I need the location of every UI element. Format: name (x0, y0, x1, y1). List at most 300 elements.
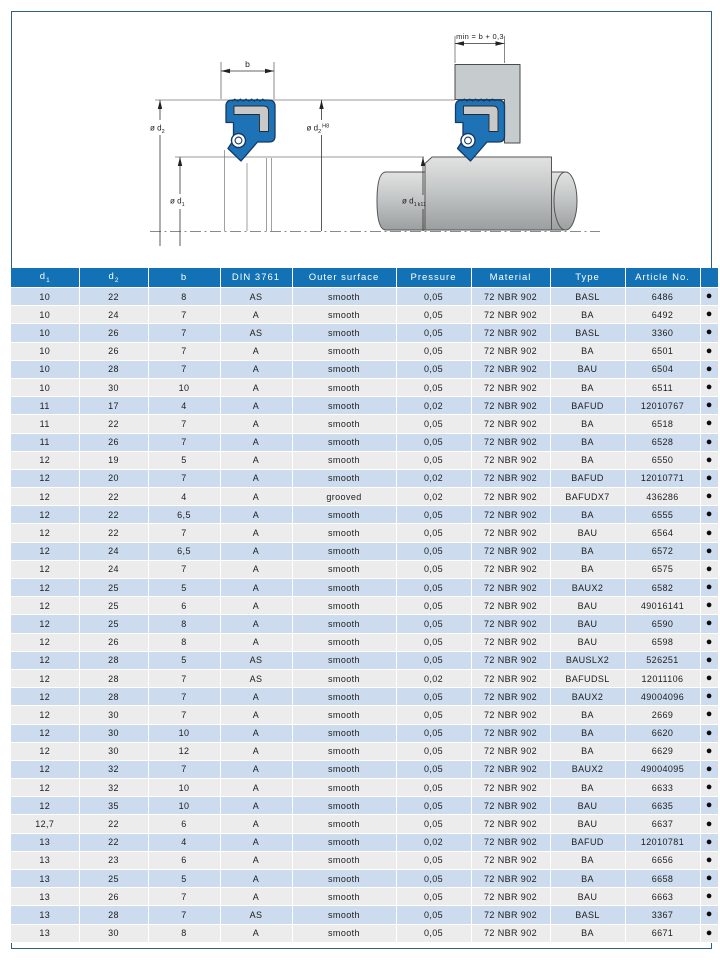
cell-article-no: 12011106 (625, 669, 700, 687)
cell-din: AS (220, 288, 292, 306)
cell-d2: 32 (79, 779, 148, 797)
cell-pressure: 0,05 (396, 360, 471, 378)
cell-b: 5 (148, 651, 220, 669)
cell-din: A (220, 888, 292, 906)
cell-d1: 12 (11, 742, 79, 760)
cell-din: A (220, 451, 292, 469)
cell-type: BA (550, 924, 625, 942)
cell-availability (700, 488, 718, 506)
cell-availability (700, 524, 718, 542)
table-row (11, 488, 718, 506)
cell-outer-surface: smooth (292, 815, 396, 833)
cell-pressure: 0,02 (396, 397, 471, 415)
cell-availability (700, 615, 718, 633)
seal-cross-section-free (226, 99, 275, 161)
cell-article-no: 6663 (625, 888, 700, 906)
cell-material: 72 NBR 902 (471, 360, 550, 378)
cell-b: 10 (148, 724, 220, 742)
cell-availability (700, 560, 718, 578)
cell-pressure: 0,05 (396, 797, 471, 815)
cell-outer-surface: smooth (292, 560, 396, 578)
availability-dot: ● (705, 817, 713, 830)
availability-dot: ● (705, 853, 713, 866)
table-row (11, 742, 718, 760)
cell-outer-surface: smooth (292, 669, 396, 687)
cell-pressure: 0,05 (396, 288, 471, 306)
cell-din: A (220, 851, 292, 869)
cell-outer-surface: smooth (292, 924, 396, 942)
cell-b: 7 (148, 688, 220, 706)
col-header-d1: $d_1$ (11, 268, 79, 288)
cell-b: 8 (148, 924, 220, 942)
table-row (11, 306, 718, 324)
cell-type: BAUSLX2 (550, 651, 625, 669)
availability-dot: ● (705, 526, 713, 539)
cell-b: 7 (148, 433, 220, 451)
cell-material: 72 NBR 902 (471, 833, 550, 851)
cell-d1: 10 (11, 324, 79, 342)
cell-din: A (220, 724, 292, 742)
cell-material: 72 NBR 902 (471, 378, 550, 396)
availability-dot: ● (705, 290, 713, 303)
cell-type: BAU (550, 597, 625, 615)
cell-article-no: 6518 (625, 415, 700, 433)
cell-type: BAU (550, 360, 625, 378)
cell-d1: 12 (11, 597, 79, 615)
availability-dot: ● (705, 926, 713, 939)
cell-b: 7 (148, 306, 220, 324)
cell-pressure: 0,05 (396, 633, 471, 651)
cell-d1: 12 (11, 633, 79, 651)
cell-d1: 10 (11, 360, 79, 378)
cell-article-no: 6501 (625, 342, 700, 360)
cell-din: A (220, 706, 292, 724)
cell-type: BA (550, 706, 625, 724)
cell-material: 72 NBR 902 (471, 906, 550, 924)
cell-availability (700, 669, 718, 687)
cell-b: 7 (148, 669, 220, 687)
cell-d1: 12 (11, 469, 79, 487)
cell-outer-surface: smooth (292, 724, 396, 742)
cell-outer-surface: smooth (292, 342, 396, 360)
cell-type: BA (550, 506, 625, 524)
cell-din: A (220, 797, 292, 815)
cell-d1: 13 (11, 888, 79, 906)
table-row (11, 797, 718, 815)
cell-availability (700, 433, 718, 451)
cell-outer-surface: smooth (292, 870, 396, 888)
cell-outer-surface: smooth (292, 651, 396, 669)
cell-type: BAU (550, 815, 625, 833)
cell-d1: 12 (11, 451, 79, 469)
table-row (11, 906, 718, 924)
cell-type: BA (550, 560, 625, 578)
cell-material: 72 NBR 902 (471, 288, 550, 306)
cell-outer-surface: smooth (292, 597, 396, 615)
availability-dot: ● (705, 508, 713, 521)
cell-pressure: 0,05 (396, 724, 471, 742)
col-header-article-no: Article No. (625, 268, 700, 288)
cell-article-no: 526251 (625, 651, 700, 669)
cell-pressure: 0,05 (396, 433, 471, 451)
cell-d2: 25 (79, 579, 148, 597)
col-header-b: b (148, 268, 220, 288)
cell-type: BASL (550, 324, 625, 342)
cell-article-no: 6582 (625, 579, 700, 597)
table-row (11, 324, 718, 342)
cell-material: 72 NBR 902 (471, 506, 550, 524)
cell-b: 7 (148, 415, 220, 433)
cell-d1: 11 (11, 415, 79, 433)
cell-availability (700, 815, 718, 833)
cell-d1: 13 (11, 870, 79, 888)
cell-d2: 26 (79, 342, 148, 360)
table-header (11, 268, 718, 288)
cell-type: BA (550, 742, 625, 760)
cell-din: A (220, 542, 292, 560)
cell-pressure: 0,05 (396, 688, 471, 706)
cell-material: 72 NBR 902 (471, 888, 550, 906)
cell-material: 72 NBR 902 (471, 815, 550, 833)
cell-d2: 22 (79, 488, 148, 506)
cell-article-no: 6492 (625, 306, 700, 324)
cell-article-no: 49004095 (625, 760, 700, 778)
cell-material: 72 NBR 902 (471, 760, 550, 778)
cell-d1: 10 (11, 342, 79, 360)
col-header-din: DIN 3761 (220, 268, 292, 288)
cell-d2: 35 (79, 797, 148, 815)
cell-pressure: 0,05 (396, 306, 471, 324)
cell-article-no: 6635 (625, 797, 700, 815)
cell-material: 72 NBR 902 (471, 542, 550, 560)
cell-outer-surface: smooth (292, 378, 396, 396)
dimension-b (221, 59, 274, 99)
cell-availability (700, 888, 718, 906)
cell-din: A (220, 779, 292, 797)
cell-din: A (220, 597, 292, 615)
cell-material: 72 NBR 902 (471, 688, 550, 706)
cell-type: BA (550, 542, 625, 560)
cell-din: A (220, 760, 292, 778)
cell-d2: 24 (79, 542, 148, 560)
cell-din: A (220, 360, 292, 378)
cell-article-no: 12010781 (625, 833, 700, 851)
cell-type: BAFUDX7 (550, 488, 625, 506)
cell-article-no: 49016141 (625, 597, 700, 615)
cell-din: A (220, 306, 292, 324)
cell-material: 72 NBR 902 (471, 488, 550, 506)
cell-b: 6 (148, 597, 220, 615)
cell-b: 7 (148, 760, 220, 778)
cell-article-no: 6637 (625, 815, 700, 833)
cell-type: BA (550, 378, 625, 396)
cell-availability (700, 506, 718, 524)
cell-material: 72 NBR 902 (471, 415, 550, 433)
cell-d1: 13 (11, 851, 79, 869)
cell-material: 72 NBR 902 (471, 651, 550, 669)
availability-dot: ● (705, 781, 713, 794)
cell-type: BA (550, 870, 625, 888)
cell-article-no: 49004096 (625, 688, 700, 706)
availability-dot: ● (705, 690, 713, 703)
cell-material: 72 NBR 902 (471, 597, 550, 615)
cell-material: 72 NBR 902 (471, 469, 550, 487)
cell-material: 72 NBR 902 (471, 706, 550, 724)
cell-b: 7 (148, 324, 220, 342)
cell-pressure: 0,05 (396, 706, 471, 724)
cell-d2: 28 (79, 688, 148, 706)
cell-availability (700, 833, 718, 851)
cell-material: 72 NBR 902 (471, 924, 550, 942)
cell-outer-surface: smooth (292, 469, 396, 487)
cell-material: 72 NBR 902 (471, 669, 550, 687)
cell-din: A (220, 342, 292, 360)
dimension-d1-free (170, 157, 185, 246)
cell-din: A (220, 579, 292, 597)
cell-article-no: 12010767 (625, 397, 700, 415)
cell-b: 5 (148, 451, 220, 469)
cell-material: 72 NBR 902 (471, 306, 550, 324)
cell-availability (700, 688, 718, 706)
cell-b: 10 (148, 797, 220, 815)
cell-outer-surface: smooth (292, 415, 396, 433)
cell-b: 5 (148, 870, 220, 888)
table-row (11, 469, 718, 487)
cell-d1: 12 (11, 706, 79, 724)
cell-outer-surface: grooved (292, 488, 396, 506)
cell-pressure: 0,05 (396, 851, 471, 869)
cell-pressure: 0,05 (396, 342, 471, 360)
cell-d2: 28 (79, 360, 148, 378)
cell-type: BA (550, 779, 625, 797)
availability-dot: ● (705, 835, 713, 848)
cell-type: BASL (550, 906, 625, 924)
cell-din: A (220, 488, 292, 506)
cell-material: 72 NBR 902 (471, 433, 550, 451)
cell-din: AS (220, 324, 292, 342)
cell-outer-surface: smooth (292, 506, 396, 524)
cell-b: 8 (148, 615, 220, 633)
dim-label-d1: ø $d_1$ (170, 196, 185, 208)
cell-type: BAU (550, 615, 625, 633)
table-row (11, 851, 718, 869)
cell-d2: 23 (79, 851, 148, 869)
cell-outer-surface: smooth (292, 542, 396, 560)
cell-type: BA (550, 433, 625, 451)
cell-article-no: 2669 (625, 706, 700, 724)
col-header-type: Type (550, 268, 625, 288)
cell-article-no: 6511 (625, 378, 700, 396)
cell-d2: 25 (79, 615, 148, 633)
table-row (11, 669, 718, 687)
cell-type: BAUX2 (550, 688, 625, 706)
cell-availability (700, 779, 718, 797)
cell-pressure: 0,05 (396, 597, 471, 615)
availability-dot: ● (705, 672, 713, 685)
table-row (11, 688, 718, 706)
cell-material: 72 NBR 902 (471, 324, 550, 342)
cell-d2: 30 (79, 378, 148, 396)
table-row (11, 924, 718, 942)
availability-dot: ● (705, 908, 713, 921)
dim-label-min-width: min = b + 0,3 (456, 32, 504, 41)
availability-dot: ● (705, 399, 713, 412)
cell-outer-surface: smooth (292, 742, 396, 760)
cell-availability (700, 288, 718, 306)
cell-type: BA (550, 342, 625, 360)
table-row (11, 288, 718, 306)
cell-b: 6 (148, 815, 220, 833)
availability-dot: ● (705, 581, 713, 594)
cell-din: A (220, 615, 292, 633)
cell-pressure: 0,05 (396, 451, 471, 469)
cell-b: 10 (148, 378, 220, 396)
availability-dot: ● (705, 635, 713, 648)
cell-outer-surface: smooth (292, 706, 396, 724)
table-row (11, 451, 718, 469)
dim-label-d2-h8: ø $d_2^{H8}$ (306, 123, 330, 135)
cell-pressure: 0,05 (396, 579, 471, 597)
dim-label-b: b (245, 59, 250, 69)
cell-b: 7 (148, 342, 220, 360)
cell-d1: 12 (11, 779, 79, 797)
table-row (11, 779, 718, 797)
cell-material: 72 NBR 902 (471, 451, 550, 469)
cell-d2: 28 (79, 669, 148, 687)
table-row (11, 360, 718, 378)
cell-outer-surface: smooth (292, 888, 396, 906)
table-row (11, 633, 718, 651)
cell-availability (700, 415, 718, 433)
cell-availability (700, 579, 718, 597)
dimension-d2-free (150, 100, 165, 246)
cell-pressure: 0,05 (396, 779, 471, 797)
table-row (11, 706, 718, 724)
cell-d1: 12 (11, 688, 79, 706)
cell-material: 72 NBR 902 (471, 579, 550, 597)
dimension-min-width (455, 32, 505, 63)
cell-article-no: 6572 (625, 542, 700, 560)
availability-dot: ● (705, 617, 713, 630)
cell-d2: 30 (79, 924, 148, 942)
cell-availability (700, 870, 718, 888)
cell-material: 72 NBR 902 (471, 851, 550, 869)
cell-pressure: 0,05 (396, 742, 471, 760)
table-row (11, 524, 718, 542)
availability-dot: ● (705, 599, 713, 612)
cell-d2: 22 (79, 524, 148, 542)
cell-outer-surface: smooth (292, 397, 396, 415)
table-row (11, 542, 718, 560)
col-header-availability (700, 268, 718, 288)
cell-b: 5 (148, 579, 220, 597)
cell-material: 72 NBR 902 (471, 870, 550, 888)
cell-din: A (220, 506, 292, 524)
cell-pressure: 0,05 (396, 870, 471, 888)
cell-outer-surface: smooth (292, 851, 396, 869)
cell-outer-surface: smooth (292, 688, 396, 706)
cell-d2: 30 (79, 742, 148, 760)
cell-pressure: 0,05 (396, 888, 471, 906)
cell-availability (700, 797, 718, 815)
cell-outer-surface: smooth (292, 524, 396, 542)
shaft (377, 157, 577, 230)
seal-cross-section-installed (456, 99, 505, 161)
cell-d1: 12 (11, 797, 79, 815)
cell-type: BAUX2 (550, 760, 625, 778)
table-row (11, 888, 718, 906)
cell-availability (700, 542, 718, 560)
availability-dot: ● (705, 417, 713, 430)
cell-article-no: 6598 (625, 633, 700, 651)
cell-article-no: 436286 (625, 488, 700, 506)
cell-d1: 12 (11, 579, 79, 597)
cell-din: A (220, 633, 292, 651)
cell-din: A (220, 815, 292, 833)
cell-outer-surface: smooth (292, 833, 396, 851)
availability-dot: ● (705, 562, 713, 575)
cell-pressure: 0,05 (396, 378, 471, 396)
availability-dot: ● (705, 308, 713, 321)
cell-d2: 22 (79, 833, 148, 851)
cell-pressure: 0,05 (396, 906, 471, 924)
cell-d1: 13 (11, 906, 79, 924)
cell-article-no: 6528 (625, 433, 700, 451)
garter-spring (232, 134, 246, 148)
cell-availability (700, 651, 718, 669)
table-row (11, 560, 718, 578)
cell-d1: 10 (11, 288, 79, 306)
cell-d2: 19 (79, 451, 148, 469)
availability-dot: ● (705, 326, 713, 339)
availability-dot: ● (705, 799, 713, 812)
cell-article-no: 12010771 (625, 469, 700, 487)
cell-article-no: 3367 (625, 906, 700, 924)
dim-label-d2: ø $d_2$ (150, 123, 165, 135)
cell-b: 7 (148, 706, 220, 724)
cell-article-no: 6575 (625, 560, 700, 578)
technical-drawing (0, 0, 720, 268)
cell-d1: 10 (11, 306, 79, 324)
cell-d1: 10 (11, 378, 79, 396)
cell-d1: 12 (11, 560, 79, 578)
cell-outer-surface: smooth (292, 433, 396, 451)
cell-d1: 12 (11, 524, 79, 542)
cell-b: 7 (148, 524, 220, 542)
cell-availability (700, 469, 718, 487)
availability-dot: ● (705, 435, 713, 448)
cell-d1: 13 (11, 833, 79, 851)
cell-b: 6 (148, 851, 220, 869)
cell-d1: 12 (11, 760, 79, 778)
table-row (11, 342, 718, 360)
cell-din: A (220, 870, 292, 888)
cell-type: BAU (550, 633, 625, 651)
cell-availability (700, 760, 718, 778)
cell-pressure: 0,05 (396, 615, 471, 633)
cell-material: 72 NBR 902 (471, 342, 550, 360)
cell-type: BASL (550, 288, 625, 306)
cell-availability (700, 397, 718, 415)
table-row (11, 815, 718, 833)
cell-outer-surface: smooth (292, 633, 396, 651)
cell-material: 72 NBR 902 (471, 633, 550, 651)
cell-pressure: 0,02 (396, 669, 471, 687)
table-row (11, 433, 718, 451)
availability-dot: ● (705, 890, 713, 903)
cell-article-no: 6564 (625, 524, 700, 542)
cell-outer-surface: smooth (292, 579, 396, 597)
